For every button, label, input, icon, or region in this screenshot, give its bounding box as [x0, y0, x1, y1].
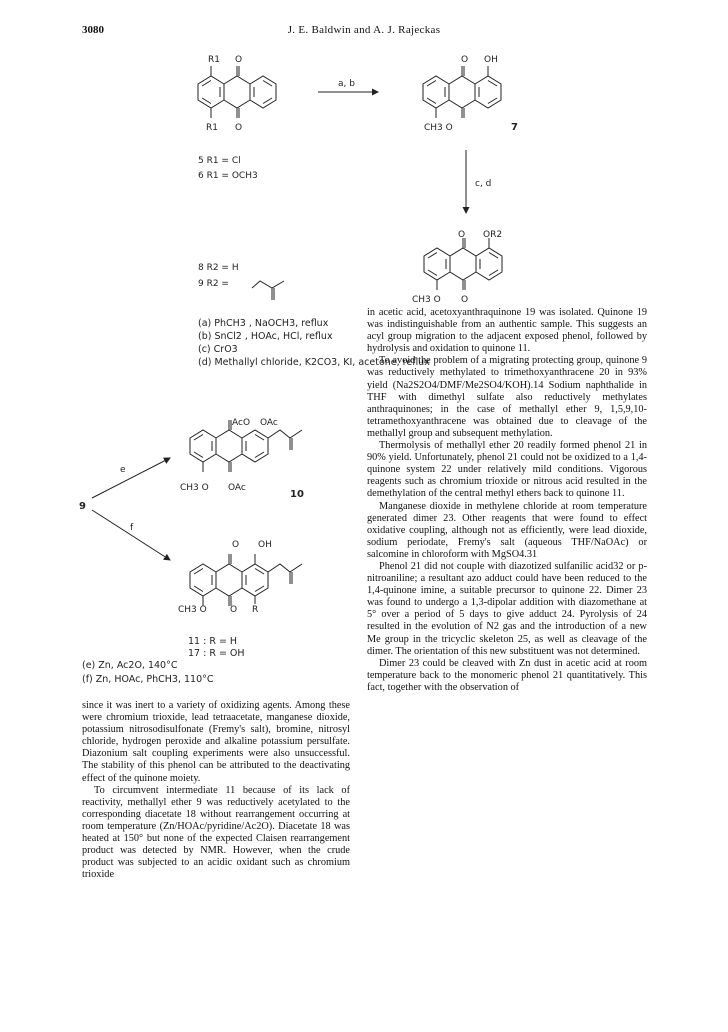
label-r1: R1 [206, 123, 218, 133]
right-column [367, 307, 647, 694]
compound-8-def: 8 R2 = H [198, 263, 239, 273]
running-head: J. E. Baldwin and A. J. Rajeckas [287, 24, 441, 36]
label-aco: AcO [232, 418, 251, 428]
arrow-f [92, 510, 170, 560]
label-or2: OR2 [483, 230, 503, 240]
paragraph: Phenol 21 did not couple with diazotized sulfanilic acid32 or p-nitroaniline; a resultant azo adduct could have been reduced to the 1,4-quinone imine, a suitable precursor to quinone 22. Dimer 23 was found to undergo a 1,3-dipolar addition with diazomethane at 5° over a period of 5 days to give adduct 24. Pyrolysis of 24 resulted in the evolution of N2 gas and the introduction of a new Me group in the tricyclic skeleton 25, as well as cleavage of the dimer. The orientation of this new substituent was not determined. [367, 560, 647, 657]
compound-9-def: 9 R2 = [198, 279, 229, 289]
label-oh: OH [484, 55, 498, 65]
label-ch3o: CH3 O [178, 605, 207, 615]
label-ch3o: CH3 O [412, 295, 441, 305]
paragraph: Dimer 23 could be cleaved with Zn dust in acetic acid at room temperature back to the monomeric phenol 21 quantitatively. This fact, together with the observation of [367, 657, 647, 693]
compound-number-9: 9 [79, 501, 86, 512]
paragraph: in acetic acid, acetoxyanthraquinone 19 was isolated. Quinone 19 was indistinguishable from an authentic sample. This suggests an acyl group migration to the adjacent exposed phenol, followed by hydrolysis and oxidation to quinone 11. [367, 307, 647, 355]
structure-11-17 [190, 554, 302, 606]
compound-number-7: 7 [511, 122, 518, 133]
condition-f: (f) Zn, HOAc, PhCH3, 110°C [82, 674, 214, 685]
label-o: O [458, 230, 466, 240]
condition-a: (a) PhCH3 , NaOCH3, reflux [198, 318, 329, 329]
label-r1: R1 [208, 55, 220, 65]
compound-11-def: 11 : R = H [188, 636, 238, 647]
paragraph: Manganese dioxide in methylene chloride at room temperature generated dimer 23. Other reagents that were found to effect oxidative coupling, although not as efficiently, were lead dioxide, sodium periodate, Fremy's salt (aqueous THF/NaOAc) or salcomine in chloroform with MgSO4.31 [367, 500, 647, 560]
condition-e: (e) Zn, Ac2O, 140°C [82, 660, 178, 671]
arrow-e-label: e [120, 465, 126, 475]
arrow-ab-label: a, b [338, 79, 355, 89]
structure-8-9 [424, 238, 502, 290]
label-oac: OAc [228, 483, 246, 493]
paragraph: Thermolysis of methallyl ether 20 readily formed phenol 21 in 90% yield. Unfortunately, phenol 21 could not be oxidized to a 1,4-quinone system 22 under relatively mild conditions. Vigorous reagents such as chromium trioxide or nitrous acid resulted in the demethylation of the central methyl ethers back to quinone 11. [367, 440, 647, 500]
label-o: O [235, 55, 243, 65]
label-o: O [235, 123, 243, 133]
compound-17-def: 17 : R = OH [188, 648, 245, 659]
label-r: R [252, 605, 259, 615]
label-o: O [230, 605, 238, 615]
arrow-cd-label: c, d [475, 179, 492, 189]
condition-c: (c) CrO3 [198, 344, 238, 355]
paragraph: since it was inert to a variety of oxidizing agents. Among these were chromium trioxide, lead tetraacetate, manganese dioxide, potassium nitrosodisulfonate (Fremy's salt), bromine, nitrosyl chloride, hydrogen peroxide and alkaline potassium persulfate. Diazonium salt coupling experiments were also unsuccessful. The stability of this phenol can be attributed to the deactivating effect of the quinone moiety. [82, 700, 350, 784]
paragraph: To avoid the problem of a migrating protecting group, quinone 9 was reductively methylated to trimethoxyanthracene 20 in 93% yield (Na2S2O4/DMF/Me2SO4/KOH).14 Sodium naphthalide in THF with dimethyl sulfate also reductively methylates anthraquinones; in the case of methallyl ether 9, 1,5,9,10-tetramethoxyanthracene was obtained due to cleavage of the methallyl group and subsequent methylation. [367, 355, 647, 439]
arrow-e [92, 458, 170, 498]
left-column [82, 700, 350, 881]
label-ch3o: CH3 O [180, 483, 209, 493]
arrow-f-label: f [130, 523, 134, 533]
paragraph: To circumvent intermediate 11 because of its lack of reactivity, methallyl ether 9 was reductively acetylated to the corresponding diacetate 18 without rearrangement occurring at room temperature (Zn/HOAc/pyridine/Ac2O). Diacetate 18 was heated at 150° but none of the expected Claisen rearrangement product was detected by NMR. However, when the crude product was subjected to an acidic oxidant such as chromium trioxide [82, 784, 350, 881]
methallyl-group [252, 281, 284, 300]
condition-d: (d) Methallyl chloride, K2CO3, KI, acetone, reflux [198, 357, 430, 368]
label-o: O [461, 295, 469, 305]
compound-5-def: 5 R1 = Cl [198, 156, 241, 166]
compound-6-def: 6 R1 = OCH3 [198, 171, 258, 181]
page-number: 3080 [82, 24, 104, 36]
label-o: O [461, 55, 469, 65]
structure-5-6 [198, 66, 276, 118]
label-ch3o: CH3 O [424, 123, 453, 133]
label-oh: OH [258, 540, 272, 550]
condition-b: (b) SnCl2 , HOAc, HCl, reflux [198, 331, 333, 342]
compound-number-10: 10 [290, 489, 304, 500]
structure-7 [423, 66, 501, 118]
label-oac: OAc [260, 418, 278, 428]
label-o: O [232, 540, 240, 550]
